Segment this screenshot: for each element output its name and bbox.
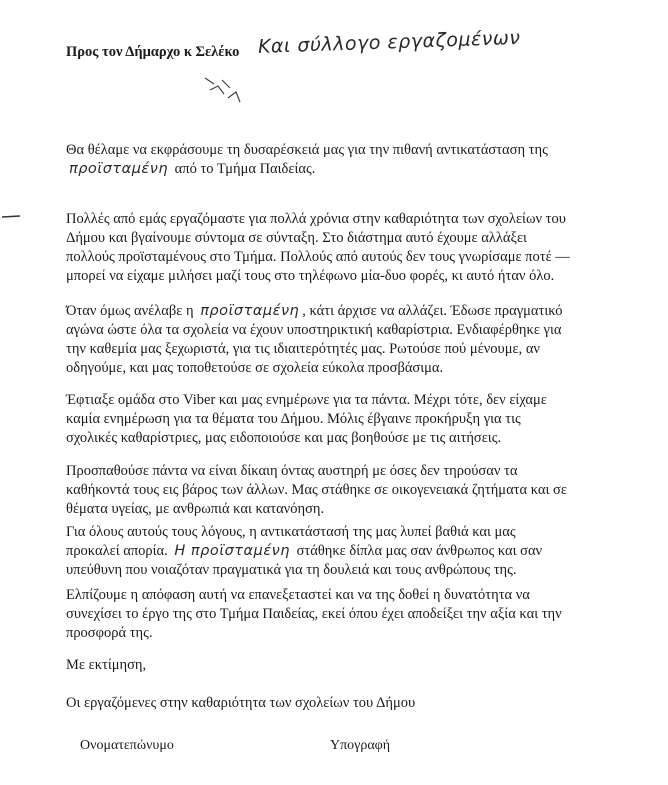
closing-line: Με εκτίμηση, — [66, 657, 147, 673]
paragraph-3-text: Όταν όμως ανέλαβε η — [66, 303, 194, 319]
paragraph-1-text: Θα θέλαμε να εκφράσουμε τη δυσαρέσκειά μας για την πιθανή αντικατάσταση της — [66, 142, 548, 158]
handwritten-addition: Και σύλλογο εργαζομένων — [257, 26, 521, 58]
handwritten-insert-3: Η προϊσταμένη — [174, 543, 290, 559]
paragraph-1-text-end: από το Τμήμα Παιδείας. — [174, 161, 316, 177]
handwritten-insert-1: προϊσταμένη — [69, 161, 169, 177]
margin-mark — [0, 214, 24, 220]
paragraph-5: Προσπαθούσε πάντα να είναι δίκαιη όντας αυστηρή με όσες δεν τηρούσαν τα καθήκοντά τους εις βάρος των άλλων. Μας στάθηκε σε οικογενειακά ζητήματα και σε θέματα υγείας, με ανθρωπιά και κατανόηση. — [66, 463, 567, 517]
pen-scribble — [200, 70, 260, 110]
recipient-line: Προς τον Δήμαρχο κ Σελέκο — [66, 44, 240, 60]
signature-column-header: Υπογραφή — [330, 738, 391, 753]
name-column-header: Ονοματεπώνυμο — [80, 738, 174, 753]
handwritten-insert-2: προϊσταμένη — [200, 303, 300, 319]
paragraph-7: Ελπίζουμε η απόφαση αυτή να επανεξεταστεί και να της δοθεί η δυνατότητα να συνεχίσει το έργο της στο Τμήμα Παιδείας, εκεί όπου έχει αποδείξει την αξία και την προσφορά της. — [66, 587, 562, 641]
signatories-line: Οι εργαζόμενες στην καθαριότητα των σχολείων του Δήμου — [66, 695, 416, 711]
paragraph-6-text-end: στάθηκε δίπλα μας σαν άνθρωπος και σαν υπεύθυνη που νοιαζόταν πραγματικά για τη δουλειά και τους ανθρώπους της. — [66, 543, 543, 578]
paragraph-3 — [66, 302, 572, 378]
paragraph-6 — [66, 523, 572, 580]
paragraph-2: Πολλές από εμάς εργαζόμαστε για πολλά χρόνια στην καθαριότητα των σχολείων του Δήμου και βγαίνουμε σύντομα σε σύνταξη. Στο διάστημα αυτό έχουμε αλλάξει πολλούς προϊσταμένους στο Τμήμα. Πολλούς από αυτούς δεν τους γνωρίσαμε ποτέ — μπορεί να είχαμε μιλήσει μαζί τους στο τηλέφωνο μία-δυο φορές, κι αυτό ήταν όλο. — [66, 211, 570, 284]
paragraph-4: Έφτιαξε ομάδα στο Viber και μας ενημέρωνε για τα πάντα. Μέχρι τότε, δεν είχαμε καμία ενημέρωση για τα θέματα του Δήμου. Μόλις έβγαινε προκήρυξη για τις σχολικές καθαρίστριες, μας ειδοποιούσε και μας βοηθούσε με τις αιτήσεις. — [66, 392, 547, 446]
paragraph-6-text: Για όλους αυτούς τους λόγους, η αντικατάστασή της μας λυπεί βαθιά και μας προκαλεί απορία. — [66, 524, 516, 559]
paragraph-3-text-end: , κάτι άρχισε να αλλάζει. Έδωσε πραγματικό αγώνα ώστε όλα τα σχολεία να έχουν υποστηρικτική καθαρίστρια. Ενδιαφέρθηκε για την καθεμία μας ξεχωριστά, για τις ιδιαιτερότητές μας. Ρωτούσε πού μένουμε, αν οδηγούμε, και μας τοποθετούσε σε σχολεία εύκολα προσβάσιμα. — [66, 303, 563, 376]
paragraph-1 — [66, 141, 572, 179]
